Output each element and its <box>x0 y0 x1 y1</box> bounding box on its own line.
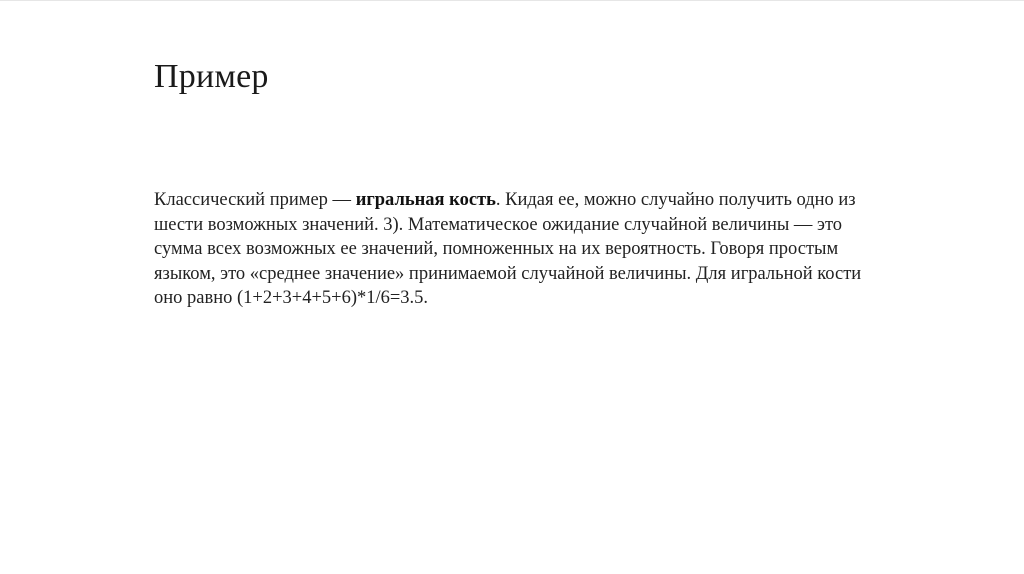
slide-title: Пример <box>154 58 269 95</box>
bold-term: игральная кость <box>355 190 496 210</box>
body-line-4: языком, это «среднее значение» принимаемой случайной величины. Для игральной кости <box>154 263 862 284</box>
body-line-1 <box>154 188 934 213</box>
body-line-2: шести возможных значений. 3). Математическое ожидание случайной величины — это <box>154 214 843 235</box>
body-line-5: оно равно (1+2+3+4+5+6)*1/6=3.5. <box>154 288 429 308</box>
slide-body-text <box>154 188 934 311</box>
body-line-1-start: Классический пример — <box>154 190 356 210</box>
body-line-3: сумма всех возможных ее значений, помноженных на их вероятность. Говоря простым <box>154 239 839 259</box>
body-line-1-end: . Кидая ее, можно случайно получить одно из <box>495 190 856 210</box>
